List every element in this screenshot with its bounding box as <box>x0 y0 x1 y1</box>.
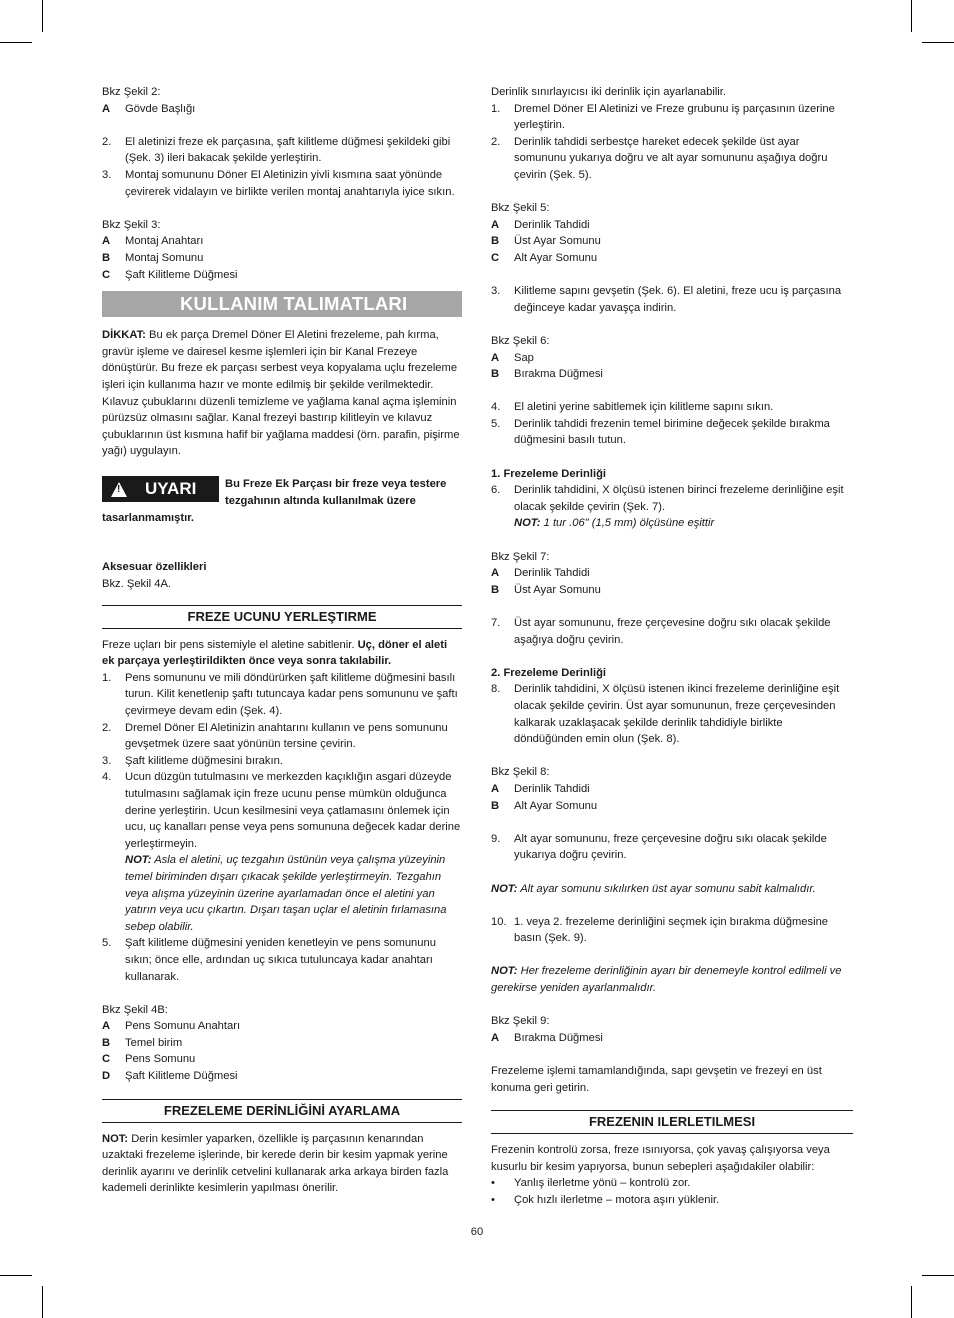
list-item <box>102 720 462 753</box>
step6-note <box>491 515 853 532</box>
right-step-7 <box>491 615 853 648</box>
steps-a-list <box>102 134 462 200</box>
crop-mark <box>0 42 32 43</box>
list-item-key: A <box>491 782 500 795</box>
list-item-text: Şaft kilitleme düğmesini bırakın. <box>125 754 283 767</box>
list-item <box>491 250 853 267</box>
section-heading-derinlik: FREZELEME DERİNLİĞİNİ AYARLAMA <box>102 1099 462 1123</box>
list-item-text: Bırakma Düğmesi <box>514 368 603 381</box>
list-item-text: Pens somununu ve mili döndürürken şaft kilitleme düğmesini basılı turun. Kilit kenetlenip şaftı tutuncaya kadar pens somununu ve şaftı çevirmeye devam edin (Şek. 4). <box>125 671 458 717</box>
right-steps-b <box>491 399 853 449</box>
list-item-text: Alt Ayar Somunu <box>514 799 598 812</box>
list-item-text: El aletinizi freze ek parçasına, şaft kilitleme düğmesi şekildeki gibi (Şek. 3) ileri bakacak şekilde yerleştirin. <box>125 135 451 165</box>
list-item <box>102 1018 462 1035</box>
step-number: 7. <box>491 617 501 629</box>
list-item-key: A <box>102 1020 111 1033</box>
note9-label: NOT: <box>491 882 518 895</box>
list-item <box>102 1068 462 1085</box>
fig2-list <box>102 101 462 118</box>
warning-block <box>102 476 462 526</box>
right-step-10 <box>491 914 853 947</box>
step6-note-text: 1 tur .06" (1,5 mm) ölçüsüne eşittir <box>540 517 715 530</box>
dikkat-paragraph-2: Kılavuz çubuklarını düzenli temizleme ve yağlama kanal açma işleminin pürüzsüz olmasını sağlar. Kanal frezeyi bastırıp kilitleyin ve kılavuz çubuklarının üst kısmına hafif bir yağlama maddesi (örn. parafin, pişirme yağı) uygulayın. <box>102 395 460 458</box>
sec3-bullets <box>491 1175 853 1208</box>
list-item-key: A <box>491 1031 500 1044</box>
list-item <box>491 1175 853 1192</box>
list-item <box>102 670 462 720</box>
list-item <box>491 134 853 184</box>
list-item <box>102 134 462 167</box>
note10 <box>491 963 853 996</box>
note10-text: Her frezeleme derinliğinin ayarı bir denemeyle kontrol edilmeli ve gerekirse yeniden ayarlanmalıdır. <box>491 965 842 995</box>
list-item <box>491 217 853 234</box>
list-item-key: 3. <box>102 168 112 181</box>
list-item <box>491 350 853 367</box>
right-step-9 <box>491 831 853 864</box>
step-text: Şaft kilitleme düğmesini yeniden kenetleyin ve pens somununu sıkın; önce elle, ardından uç sıkıca tutuluncaya kadar anahtarı kullanarak. <box>125 937 436 983</box>
fig4b-list <box>102 1018 462 1084</box>
sec2-note-text: Derin kesimler yaparken, özellikle iş parçasının kenarından uzaktaki frezeleme işlerinde, bir kerede derin bir kesim yapmak yerine derinlik ayarını ve derinlik cetvelini kullanarak arka arkaya birden fazla kademeli derinlikte kesimlerin yapılması önerilir. <box>102 1132 449 1195</box>
crop-mark <box>922 42 954 43</box>
sec1-intro-text: Freze uçları bir pens sistemiyle el aletine sabitlenir. <box>102 638 358 651</box>
list-item-key: 1. <box>491 102 501 115</box>
list-item-key: C <box>102 1053 111 1066</box>
list-item-key: A <box>102 102 111 115</box>
sec1-intro <box>102 637 462 670</box>
list-item-text: Üst Ayar Somunu <box>514 583 601 596</box>
warning-text: Bu Freze Ek Parçası bir freze veya testere tezgahının altında kullanılmak üzere tasarlanmamıştır. <box>102 478 447 524</box>
list-item-text: Alt Ayar Somunu <box>514 251 598 264</box>
list-item-key: 2. <box>491 135 501 148</box>
dikkat-label: DİKKAT: <box>102 329 146 342</box>
list-item <box>491 233 853 250</box>
step-text: Alt ayar somununu, freze çerçevesine doğru sıkı olacak şekilde yukarıya doğru çevirin. <box>514 832 827 862</box>
list-item-key: • <box>491 1194 495 1206</box>
list-item-key: A <box>102 235 111 248</box>
list-item <box>102 267 462 284</box>
right-intro: Derinlik sınırlayıcısı iki derinlik için ayarlanabilir. <box>491 86 727 98</box>
step-text: Derinlik tahdidini, X ölçüsü istenen ikinci frezeleme derinliğine eşit olacak şekilde çevirin. Üst ayar somununun, freze çerçevesinden kalkarak uzaklaşacak şekilde derinlik tahdidiyle birlikte döndüğünden emin olun (Şek. 8). <box>514 683 840 746</box>
list-item <box>102 101 462 118</box>
list-item-key: 5. <box>491 417 501 430</box>
warning-triangle-icon <box>111 482 127 497</box>
fig8-ref: Bkz Şekil 8: <box>491 766 550 779</box>
list-item <box>102 753 462 770</box>
list-item <box>102 1035 462 1052</box>
fig6-ref: Bkz Şekil 6: <box>491 334 550 347</box>
sec1-steps-list <box>102 670 462 853</box>
list-item-text: Yanlış ilerletme yönü – kontrolü zor. <box>514 1177 691 1190</box>
accessory-ref: Bkz. Şekil 4A. <box>102 578 172 591</box>
crop-mark <box>42 1286 43 1318</box>
right-step-8 <box>491 681 853 747</box>
fig3-ref: Bkz Şekil 3: <box>102 218 161 231</box>
step-number: 3. <box>491 285 501 298</box>
list-item-text: Pens Somunu <box>125 1053 196 1066</box>
list-item-key: B <box>491 583 500 596</box>
closing-paragraph: Frezeleme işlemi tamamlandığında, sapı gevşetin ve frezeyi en üst konuma geri getirin. <box>491 1065 822 1094</box>
sec1-note <box>102 852 462 935</box>
fig6-list <box>491 350 853 383</box>
list-item-key: C <box>491 251 500 264</box>
crop-mark <box>42 0 43 32</box>
accessory-title: Aksesuar özellikleri <box>102 561 207 574</box>
note9-text: Alt ayar somunu sıkılırken üst ayar somunu sabit kalmalıdır. <box>517 882 816 895</box>
step-text: Kilitleme sapını gevşetin (Şek. 6). El aletini, freze ucu iş parçasına değinceye kadar yavaşça indirin. <box>514 285 842 314</box>
sec1-step-5 <box>102 935 462 985</box>
note9 <box>491 881 853 898</box>
crop-mark <box>0 1275 32 1276</box>
list-item <box>491 565 853 582</box>
right-steps-a <box>491 101 853 184</box>
list-item-key: A <box>491 567 500 580</box>
list-item-key: 2. <box>102 135 112 148</box>
sec1-intro-bold: Uç, döner el aleti ek parçaya yerleştirildikten önce veya sonra takılabilir. <box>102 638 448 668</box>
list-item-key: 3. <box>102 754 112 767</box>
list-item-text: Derinlik tahdidi serbestçe hareket edecek şekilde üst ayar somununu yukarıya doğru ve alt ayar somununu aşağıya doğru çevirin (Şek. 5). <box>514 135 828 181</box>
list-item-text: Montaj Somunu <box>125 251 204 264</box>
sec2-note <box>102 1131 462 1197</box>
list-item <box>491 416 853 449</box>
list-item <box>491 101 853 134</box>
list-item-text: Montaj somununu Döner El Aletinizin yivli kısmına saat yönünde çevirerek vidalayın ve birlikte verilen montaj anahtarıyla iyice sıkın. <box>125 168 455 198</box>
depth1-title: 1. Frezeleme Derinliği <box>491 467 607 480</box>
sec1-note-label: NOT: <box>125 854 152 867</box>
list-item <box>102 233 462 250</box>
crop-mark <box>911 1286 912 1318</box>
list-item-text: Montaj Anahtarı <box>125 235 204 248</box>
depth2-title: 2. Frezeleme Derinliği <box>491 666 607 679</box>
fig7-ref: Bkz Şekil 7: <box>491 550 550 563</box>
step-number: 10. <box>491 915 507 928</box>
list-item-text: Şaft Kilitleme Düğmesi <box>125 1070 238 1083</box>
right-column <box>491 84 853 1209</box>
sec3-intro: Frezenin kontrolü zorsa, freze ısınıyorsa, çok yavaş çalışıyorsa veya kusurlu bir kesim yapıyorsa, bunun sebepleri aşağıdakiler olabilir: <box>491 1144 830 1173</box>
list-item-text: El aletini yerine sabitlemek için kilitleme sapını sıkın. <box>514 401 774 414</box>
list-item <box>491 582 853 599</box>
crop-mark <box>922 1275 954 1276</box>
section-heading-ilerletme: FREZENIN ILERLETILMESI <box>491 1110 853 1134</box>
dikkat-text: Bu ek parça Dremel Döner El Aletini frezeleme, pah kırma, gravür işleme ve dairesel kesme işlemleri için bir Kanal Frezeye dönüştürür. Bu freze ek parçası serbest veya kopyalama uçlu frezeleme işleri için kullanıma hazır ve monte edilmiş bir şekilde verilmektedir. <box>102 329 458 391</box>
list-item <box>491 798 853 815</box>
list-item-key: D <box>102 1070 111 1083</box>
list-item <box>491 1192 853 1209</box>
note10-label: NOT: <box>491 965 518 978</box>
list-item-key: • <box>491 1177 495 1190</box>
list-item-text: Dremel Döner El Aletinizi ve Freze grubunu iş parçasının üzerine yerleştirin. <box>514 102 835 132</box>
list-item <box>102 769 462 852</box>
fig4b-ref: Bkz Şekil 4B: <box>102 1003 168 1016</box>
step-number: 9. <box>491 832 501 845</box>
list-item-text: Ucun düzgün tutulmasını ve merkezden kaçıklığın asgari düzeyde tutulmasını sağlamak için freze ucunu pense mümkün olduğunca derine yerleştirin. Ucun kesilmesini veya çatlamasını önlemek için ucu, uç kanalları pense veya pens somununa değecek kadar derine yerleştirmeyin. <box>125 771 461 850</box>
fig9-list <box>491 1030 853 1047</box>
list-item-text: Şaft Kilitleme Düğmesi <box>125 268 238 281</box>
step-number: 6. <box>491 484 501 497</box>
list-item-text: Derinlik tahdidi frezenin temel birimine değecek şekilde bırakma düğmesini basılı tutun. <box>514 417 830 447</box>
list-item-text: Sap <box>514 351 534 364</box>
fig5-ref: Bkz Şekil 5: <box>491 202 550 215</box>
list-item-text: Derinlik Tahdidi <box>514 567 590 580</box>
fig7-list <box>491 565 853 598</box>
sec2-note-label: NOT: <box>102 1132 129 1145</box>
list-item-key: 4. <box>102 771 112 784</box>
list-item-text: Üst Ayar Somunu <box>514 235 601 248</box>
list-item-key: B <box>102 1036 111 1049</box>
right-step-3 <box>491 283 853 316</box>
list-item-key: B <box>102 251 111 264</box>
warning-label: UYARI <box>145 479 197 499</box>
step6-note-label: NOT: <box>514 517 541 530</box>
step-text: Üst ayar somununu, freze çerçevesine doğru sıkı olacak şekilde aşağıya doğru çevirin. <box>514 617 831 646</box>
step-number: 5. <box>102 937 112 950</box>
dikkat-paragraph <box>102 327 462 393</box>
list-item-key: 2. <box>102 721 112 734</box>
list-item-key: B <box>491 235 500 248</box>
fig5-list <box>491 217 853 267</box>
list-item-text: Çok hızlı ilerletme – motora aşırı yüklenir. <box>514 1194 720 1206</box>
list-item <box>491 1030 853 1047</box>
list-item <box>491 366 853 383</box>
right-step-6 <box>491 482 853 515</box>
list-item <box>102 250 462 267</box>
list-item-text: Bırakma Düğmesi <box>514 1031 603 1044</box>
step-text: Derinlik tahdidini, X ölçüsü istenen birinci frezeleme derinliğine eşit olacak şekilde çevirin (Şek. 7). <box>514 484 844 513</box>
list-item-text: Derinlik Tahdidi <box>514 218 590 231</box>
list-item-key: C <box>102 268 111 281</box>
list-item-key: B <box>491 368 500 381</box>
list-item-text: Dremel Döner El Aletinizin anahtarını kullanın ve pens somununu gevşetmek üzere saat yönünün tersine çevirin. <box>125 721 448 751</box>
sec1-note-text: Asla el aletini, uç tezgahın üstünün veya çalışma yüzeyinin temel biriminden dışarı çıkacak şekilde yerleştirmeyin. Tezgahın veya alışma yüzeyinin üzerine ayarlamadan önce el aletini yan yatırın veya ucu çıkartın. Dışarı taşan uçlar el aletinin fırlamasına sebep olabilir. <box>125 854 447 933</box>
step-text: 1. veya 2. frezeleme derinliğini seçmek için bırakma düğmesine basın (Şek. 9). <box>514 915 829 945</box>
section-banner: KULLANIM TALIMATLARI <box>102 291 462 317</box>
page-number: 60 <box>470 1226 484 1238</box>
list-item-text: Pens Somunu Anahtarı <box>125 1020 241 1033</box>
list-item-key: B <box>491 799 500 812</box>
crop-mark <box>911 0 912 32</box>
list-item-text: Derinlik Tahdidi <box>514 782 590 795</box>
list-item <box>102 1051 462 1068</box>
list-item-text: Gövde Başlığı <box>125 102 196 115</box>
step-number: 8. <box>491 683 501 696</box>
fig2-ref: Bkz Şekil 2: <box>102 86 161 98</box>
list-item-key: A <box>491 218 500 231</box>
list-item-key: A <box>491 351 500 364</box>
list-item-key: 4. <box>491 401 501 414</box>
fig3-list <box>102 233 462 283</box>
list-item <box>491 781 853 798</box>
warning-badge <box>102 476 219 502</box>
section-heading-freze-ucu: FREZE UCUNU YERLEŞTIRME <box>102 605 462 629</box>
list-item <box>491 399 853 416</box>
fig8-list <box>491 781 853 814</box>
left-column <box>102 84 462 1197</box>
list-item <box>102 167 462 200</box>
list-item-text: Temel birim <box>125 1036 183 1049</box>
fig9-ref: Bkz Şekil 9: <box>491 1015 550 1028</box>
list-item-key: 1. <box>102 671 112 684</box>
